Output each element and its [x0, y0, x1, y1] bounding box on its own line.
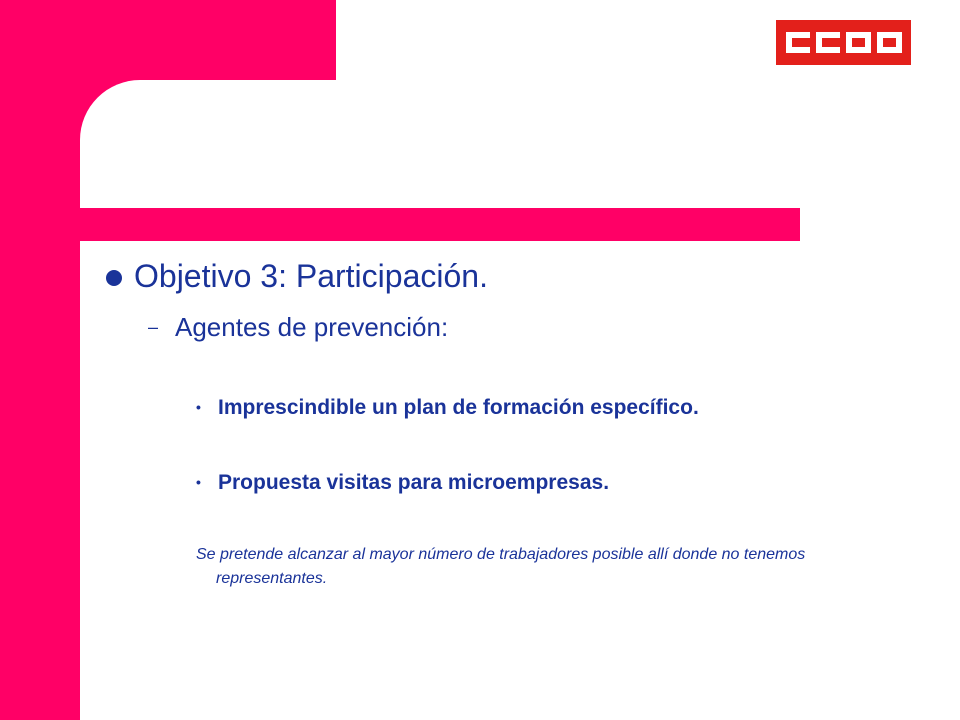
top-accent-bar [0, 0, 336, 80]
small-bullet-icon: • [196, 399, 201, 415]
corner-curve [80, 80, 208, 208]
bullet-text: Propuesta visitas para microempresas. [218, 471, 610, 494]
small-bullet-icon: • [196, 474, 201, 490]
bullet-dot-icon [106, 270, 122, 286]
left-accent-bar [0, 0, 80, 720]
dash-bullet-icon: – [148, 317, 159, 337]
slide-heading: Objetivo 3: Participación. [134, 258, 488, 294]
ccoo-logo [776, 20, 911, 65]
slide-subheading: Agentes de prevención: [175, 312, 449, 342]
slide-note: Se pretende alcanzar al mayor número de trabajadores posible allí donde no tenemos representantes. [196, 546, 806, 587]
bullet-text: Imprescindible un plan de formación específico. [218, 396, 699, 419]
title-divider-bar [80, 208, 800, 241]
